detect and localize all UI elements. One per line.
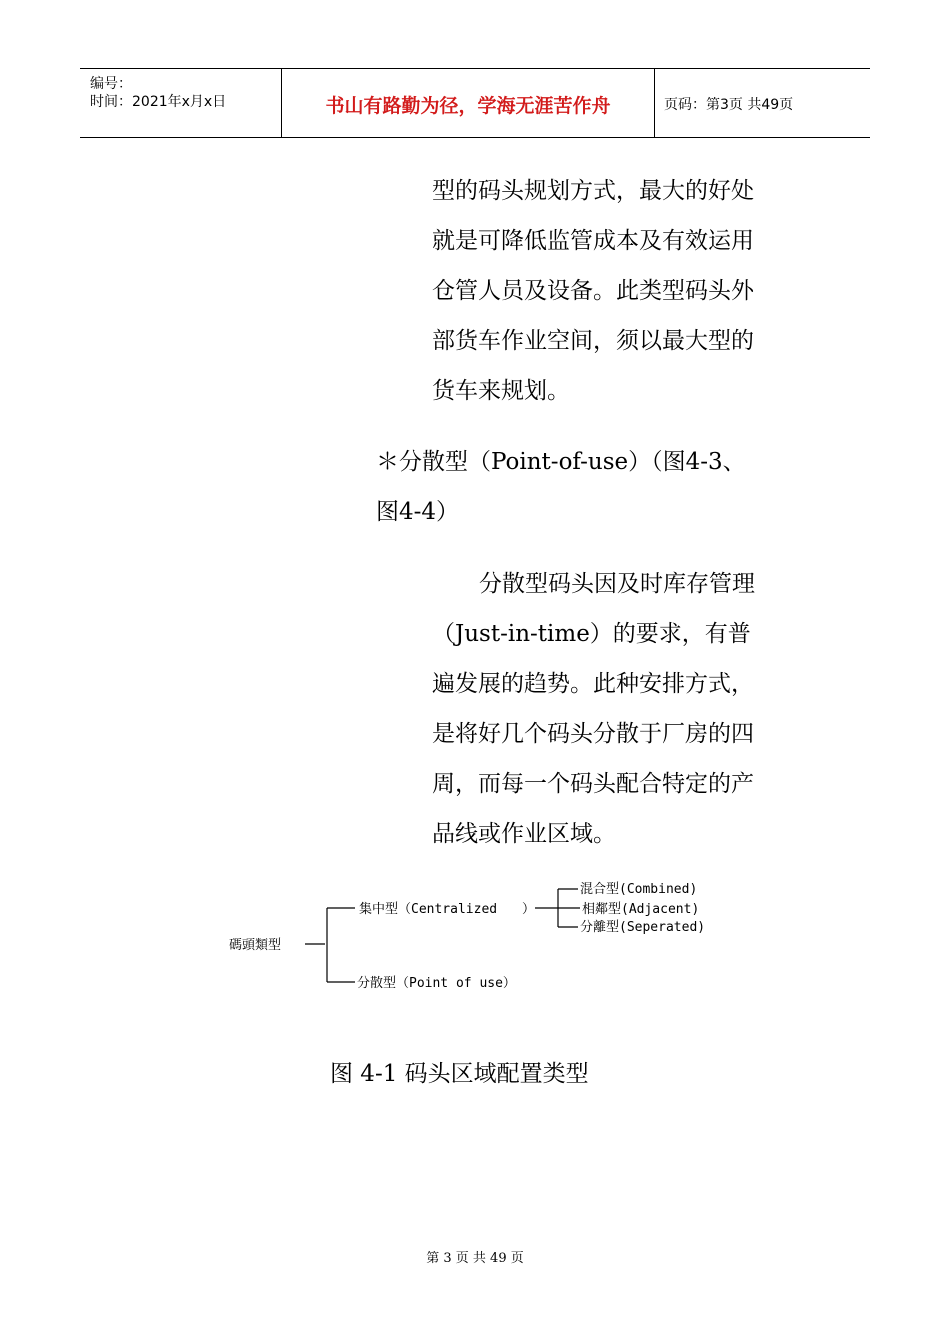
diagram-adjacent-label: 相鄰型(Adjacent)	[582, 902, 700, 917]
text-line: 型的码头规划方式，最大的好处	[432, 178, 754, 204]
document-number-label: 编号：	[90, 76, 132, 92]
page-header	[80, 68, 870, 138]
document-date: 时间：2021年x月x日	[90, 94, 227, 110]
diagram-point-of-use-label: 分散型（Point of use）	[357, 976, 516, 991]
heading-line: 图4-4）	[376, 499, 460, 525]
text-line: 分散型码头因及时库存管理	[456, 571, 755, 597]
header-motto-cell	[281, 69, 655, 137]
text-line: 仓管人员及设备。此类型码头外	[432, 278, 754, 304]
figure-caption: 图 4-1 码头区域配置类型	[330, 1061, 589, 1087]
text-line: 货车来规划。	[432, 378, 570, 404]
header-meta-cell	[80, 69, 281, 137]
page-footer: 第 3 页 共 49 页	[426, 1251, 524, 1266]
text-line: （Just-in-time）的要求，有普	[432, 621, 751, 647]
heading-line: ＊分散型（Point-of-use）（图4-3、	[376, 449, 746, 475]
text-line: 部货车作业空间，须以最大型的	[432, 328, 754, 354]
diagram-seperated-label: 分離型(Seperated)	[580, 920, 706, 935]
text-line: 就是可降低监管成本及有效运用	[432, 228, 754, 254]
header-page-info: 页码：第3页 共49页	[664, 97, 794, 113]
diagram-centralized-close: ）	[522, 902, 536, 917]
diagram-connectors	[305, 889, 580, 982]
text-line: 周，而每一个码头配合特定的产	[432, 771, 754, 797]
header-page-cell	[654, 69, 870, 137]
text-line: 遍发展的趋势。此种安排方式，	[432, 671, 754, 697]
text-line: 是将好几个码头分散于厂房的四	[432, 721, 754, 747]
diagram-centralized-label: 集中型（Centralized	[359, 902, 498, 917]
diagram-combined-label: 混合型(Combined)	[580, 882, 698, 897]
header-motto: 书山有路勤为径，学海无涯苦作舟	[325, 95, 611, 117]
diagram-root-label: 碼頭類型	[229, 938, 282, 953]
text-line: 品线或作业区域。	[432, 821, 616, 847]
